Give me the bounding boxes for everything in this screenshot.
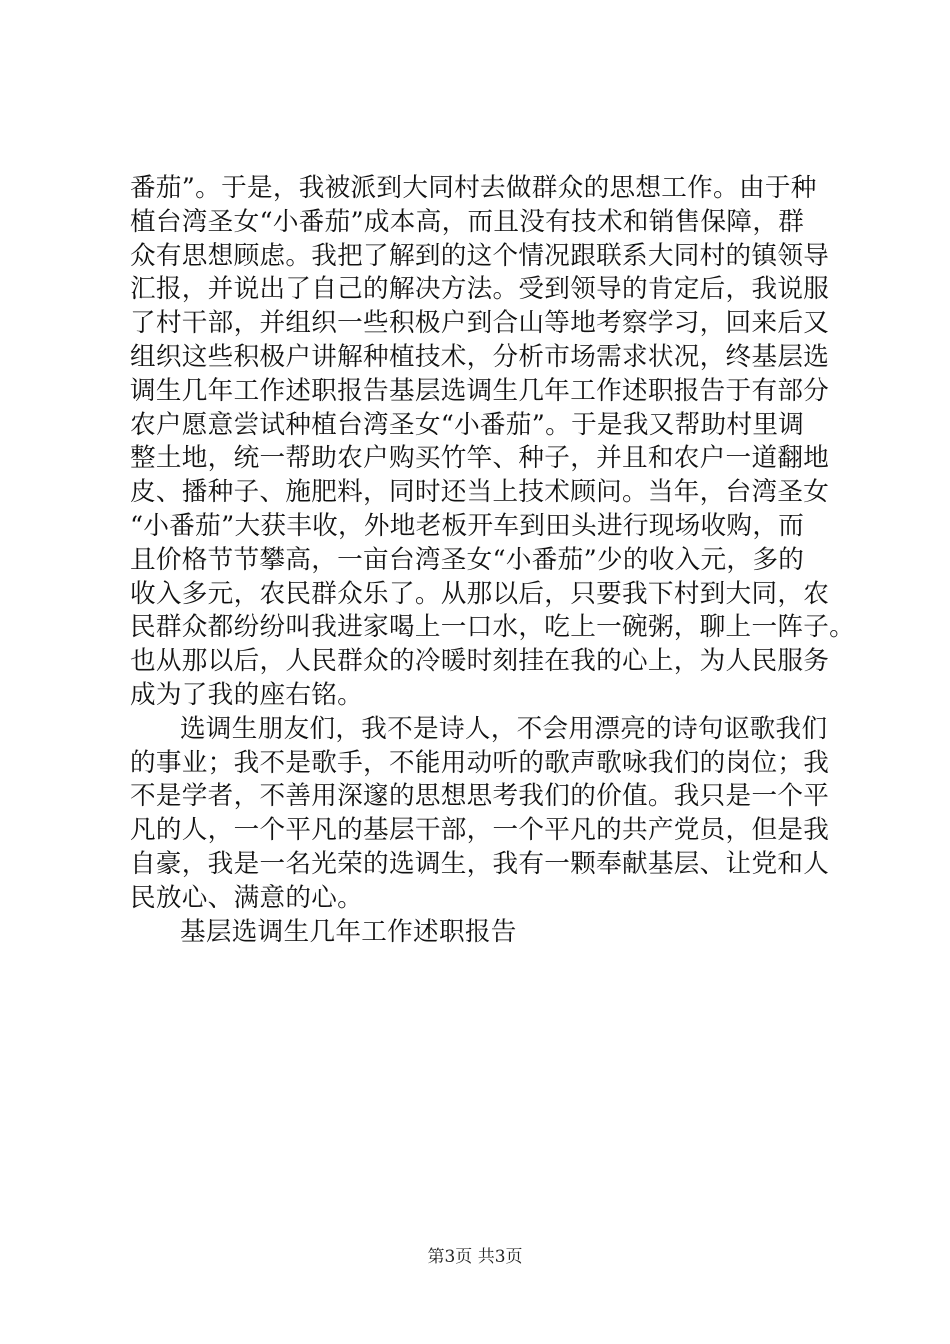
text-line: 自豪，我是一名光荣的选调生，我有一颗奉献基层、让党和人: [130, 848, 830, 879]
text-line: 番茄”。于是，我被派到大同村去做群众的思想工作。由于种: [130, 173, 817, 203]
text-line: 调生几年工作述职报告基层选调生几年工作述职报告于有部分: [130, 375, 830, 406]
text-line: 了村干部，并组织一些积极户到合山等地考察学习，回来后又: [130, 308, 830, 339]
text-line: 众有思想顾虑。我把了解到的这个情况跟联系大同村的镇领导: [130, 240, 830, 271]
text-line: 植台湾圣女“小番茄”成本高，而且没有技术和销售保障，群: [130, 206, 805, 237]
paragraph: [130, 172, 856, 713]
text-line: 也从那以后，人民群众的冷暖时刻挂在我的心上，为人民服务: [130, 646, 830, 677]
text-line: 收入多元，农民群众乐了。从那以后，只要我下村到大同，农: [130, 578, 830, 609]
text-line: 皮、播种子、施肥料，同时还当上技术顾问。当年，台湾圣女: [130, 477, 830, 508]
text-line: 选调生朋友们，我不是诗人，不会用漂亮的诗句讴歌我们: [180, 713, 828, 744]
text-line: 汇报，并说出了自己的解决方法。受到领导的肯定后，我说服: [130, 274, 830, 305]
text-line: 农户愿意尝试种植台湾圣女“小番茄”。于是我又帮助村里调: [130, 409, 805, 440]
text-line: 不是学者，不善用深邃的思想思考我们的价值。我只是一个平: [130, 781, 830, 812]
closing-title: 基层选调生几年工作述职报告: [180, 916, 517, 947]
text-line: 民群众都纷纷叫我进家喝上一口水，吃上一碗粥，聊上一阵子。: [130, 612, 856, 643]
text-line: “小番茄”大获丰收，外地老板开车到田头进行现场收购，而: [130, 510, 805, 541]
text-line: 整土地，统一帮助农户购买竹竿、种子，并且和农户一道翻地: [130, 443, 830, 474]
page-number-footer: 第3页 共3页: [427, 1247, 523, 1267]
text-line: 的事业；我不是歌手，不能用动听的歌声歌咏我们的岗位；我: [130, 747, 830, 778]
paragraph: [130, 713, 830, 916]
text-line: 且价格节节攀高，一亩台湾圣女“小番茄”少的收入元，多的: [130, 544, 805, 575]
text-line: 民放心、满意的心。: [130, 882, 364, 913]
text-line: 成为了我的座右铭。: [130, 679, 364, 710]
body-text: [130, 172, 856, 949]
text-line: 凡的人，一个平凡的基层干部，一个平凡的共产党员，但是我: [130, 815, 830, 846]
closing-paragraph: [130, 916, 830, 950]
text-line: 组织这些积极户讲解种植技术，分析市场需求状况，终基层选: [130, 341, 830, 372]
